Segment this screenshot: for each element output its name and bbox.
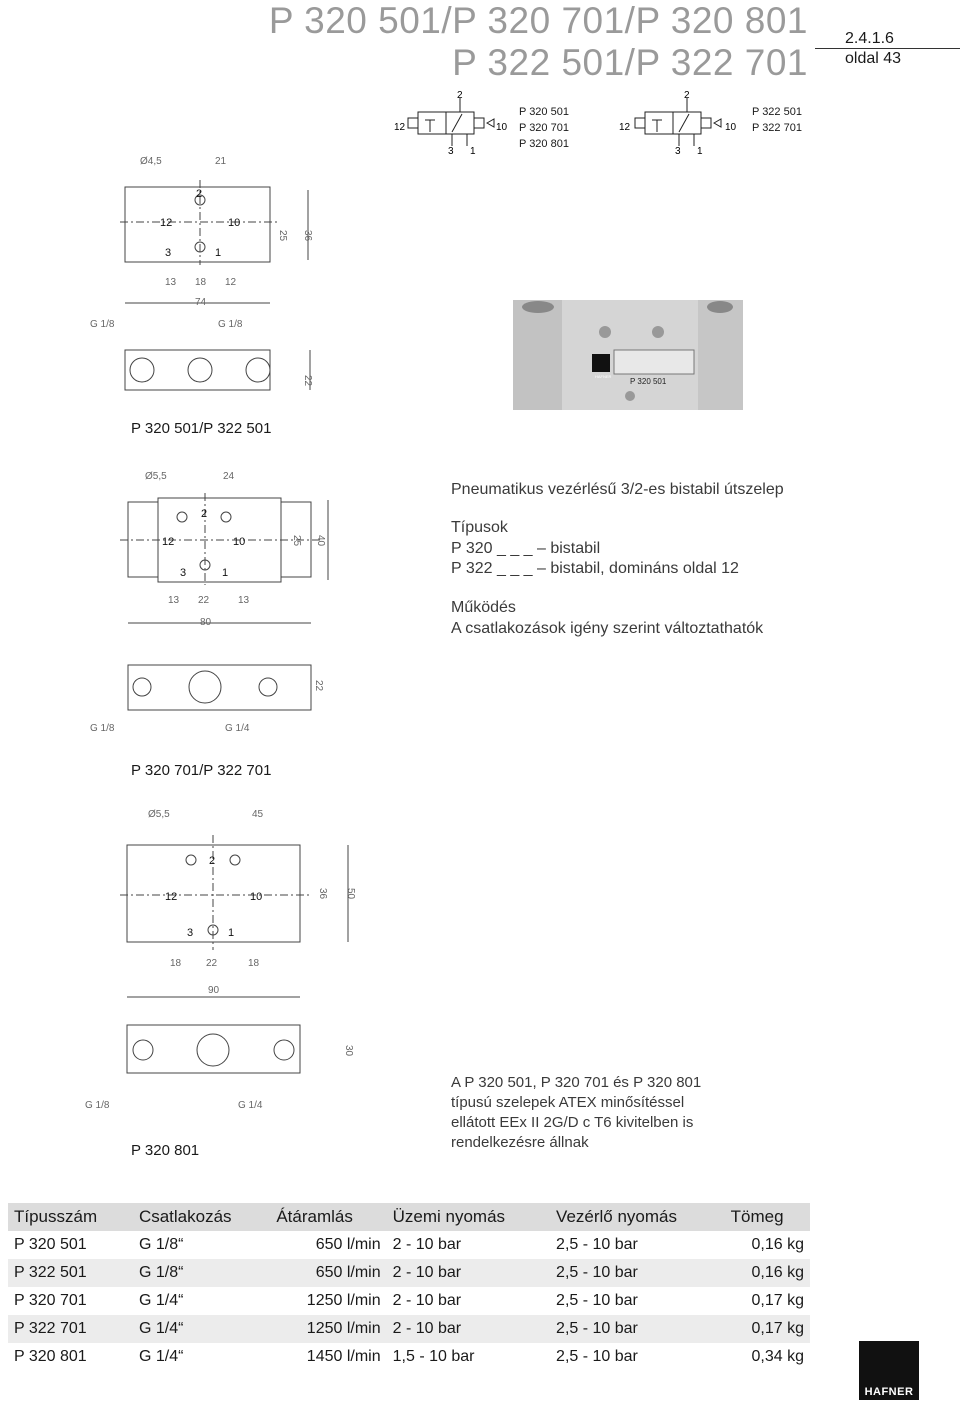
atex-line-3: ellátott EEx II 2G/D c T6 kivitelben is xyxy=(451,1114,694,1131)
table-row: P 322 701 G 1/4“ 1250 l/min 2 - 10 bar 2,5 - 10 bar 0,17 kg xyxy=(8,1315,810,1343)
port-label: G 1/8 xyxy=(218,319,243,330)
table-header-row xyxy=(8,1203,810,1231)
table-row: P 320 701 G 1/4“ 1250 l/min 2 - 10 bar 2,5 - 10 bar 0,17 kg xyxy=(14,1292,804,1309)
svg-text:24: 24 xyxy=(223,471,235,482)
symbol-left-models xyxy=(519,104,569,152)
svg-text:22: 22 xyxy=(313,680,324,692)
svg-text:50: 50 xyxy=(345,888,356,900)
valve-photo xyxy=(510,292,745,417)
logo-text: HAFNER xyxy=(864,1386,914,1398)
svg-text:40: 40 xyxy=(315,535,326,547)
operation-heading: Működés xyxy=(451,599,516,616)
model-label: P 320 801 xyxy=(519,138,569,150)
drawing-p320-501 xyxy=(80,150,340,410)
svg-text:22: 22 xyxy=(206,958,218,969)
svg-text:1: 1 xyxy=(228,927,235,939)
svg-text:G 1/8: G 1/8 xyxy=(85,1100,110,1111)
svg-text:12: 12 xyxy=(165,891,178,903)
atex-line-4: rendelkezésre állnak xyxy=(451,1134,589,1151)
sym-r-port-1: 1 xyxy=(697,146,703,155)
svg-text:12: 12 xyxy=(160,217,173,229)
svg-text:G 1/4: G 1/4 xyxy=(238,1100,263,1111)
types-heading: Típusok xyxy=(451,519,508,536)
valve-symbol-left xyxy=(390,90,520,155)
table-row: P 320 501 G 1/8“ 650 l/min 2 - 10 bar 2,5 - 10 bar 0,16 kg xyxy=(14,1236,804,1253)
svg-text:13: 13 xyxy=(168,595,180,606)
photo-label: P 320 501 xyxy=(630,377,667,386)
svg-text:10: 10 xyxy=(233,536,246,548)
svg-text:10: 10 xyxy=(250,891,263,903)
col-header: Vezérlő nyomás xyxy=(550,1203,725,1231)
svg-text:45: 45 xyxy=(252,809,264,820)
atex-note xyxy=(451,1073,701,1153)
svg-text:80: 80 xyxy=(200,617,212,628)
dim-text: 74 xyxy=(195,297,207,308)
sym-l-port-10: 10 xyxy=(496,122,508,133)
svg-text:G 1/8: G 1/8 xyxy=(90,723,115,734)
drawing-p320-701 xyxy=(80,465,350,740)
photo-brand: HAFNER xyxy=(595,374,612,379)
page-title xyxy=(228,0,808,84)
type-2: P 322 _ _ _ – bistabil, domináns oldal 12 xyxy=(451,560,739,577)
dim-text: 12 xyxy=(225,277,237,288)
title-line-1: P 320 501/P 320 701/P 320 801 xyxy=(268,0,808,41)
drawing-p320-801 xyxy=(80,800,370,1130)
svg-text:36: 36 xyxy=(317,888,328,900)
svg-text:22: 22 xyxy=(198,595,210,606)
svg-text:3: 3 xyxy=(165,247,172,259)
svg-text:18: 18 xyxy=(170,958,182,969)
spec-table xyxy=(8,1203,810,1371)
col-header: Csatlakozás xyxy=(133,1203,270,1231)
svg-text:25: 25 xyxy=(291,535,302,547)
sym-l-port-3: 3 xyxy=(448,146,454,155)
svg-text:90: 90 xyxy=(208,985,220,996)
sym-r-port-10: 10 xyxy=(725,122,737,133)
svg-text:G 1/4: G 1/4 xyxy=(225,723,250,734)
svg-text:3: 3 xyxy=(187,927,194,939)
model-label: P 320 701 xyxy=(519,122,569,134)
sym-l-port-2: 2 xyxy=(457,90,463,101)
atex-line-2: típusú szelepek ATEX minősítéssel xyxy=(451,1094,685,1111)
col-header: Típusszám xyxy=(8,1203,133,1231)
svg-text:2: 2 xyxy=(201,508,208,520)
dim-text: 13 xyxy=(165,277,177,288)
svg-text:1: 1 xyxy=(215,247,222,259)
table-row: P 320 801 G 1/4“ 1450 l/min 1,5 - 10 bar 2,5 - 10 bar 0,34 kg xyxy=(14,1348,804,1365)
model-label: P 320 501 xyxy=(519,106,569,118)
description-title: Pneumatikus vezérlésű 3/2-es bistabil útszelep xyxy=(451,481,784,498)
model-label: P 322 501 xyxy=(752,106,802,118)
operation-text: A csatlakozások igény szerint változtathatók xyxy=(451,620,764,637)
sym-l-port-1: 1 xyxy=(470,146,476,155)
col-header: Tömeg xyxy=(725,1203,810,1231)
svg-text:30: 30 xyxy=(343,1045,354,1057)
atex-line-1: A P 320 501, P 320 701 és P 320 801 xyxy=(451,1074,702,1091)
sym-r-port-3: 3 xyxy=(675,146,681,155)
dim-text: 25 xyxy=(277,230,288,242)
page-number: oldal 43 xyxy=(845,50,902,67)
dim-text: 18 xyxy=(195,277,207,288)
dim-text: 36 xyxy=(302,230,313,242)
model-label: P 322 701 xyxy=(752,122,802,134)
valve-symbol-right xyxy=(615,90,750,155)
svg-text:Ø5,5: Ø5,5 xyxy=(148,809,170,820)
port-label: G 1/8 xyxy=(90,319,115,330)
caption-p320-801: P 320 801 xyxy=(131,1142,200,1159)
svg-text:12: 12 xyxy=(162,536,175,548)
svg-text:2: 2 xyxy=(196,188,203,200)
hafner-logo xyxy=(859,1341,919,1400)
header-divider xyxy=(815,48,960,49)
type-1: P 320 _ _ _ – bistabil xyxy=(451,540,601,557)
sym-l-port-12: 12 xyxy=(394,122,406,133)
caption-p320-501: P 320 501/P 322 501 xyxy=(131,420,272,437)
svg-text:Ø5,5: Ø5,5 xyxy=(145,471,167,482)
caption-p320-701: P 320 701/P 322 701 xyxy=(131,762,272,779)
sym-r-port-2: 2 xyxy=(684,90,690,101)
svg-text:13: 13 xyxy=(238,595,250,606)
svg-text:18: 18 xyxy=(248,958,260,969)
dim-text: Ø4,5 xyxy=(140,156,162,167)
section-number: 2.4.1.6 xyxy=(845,30,894,47)
svg-text:10: 10 xyxy=(228,217,241,229)
symbol-right-models xyxy=(752,104,802,136)
sym-r-port-12: 12 xyxy=(619,122,631,133)
svg-text:3: 3 xyxy=(180,567,187,579)
col-header: Átáramlás xyxy=(270,1203,386,1231)
title-line-2: P 322 501/P 322 701 xyxy=(452,42,808,83)
dim-text: 21 xyxy=(215,156,227,167)
col-header: Üzemi nyomás xyxy=(387,1203,550,1231)
svg-text:2: 2 xyxy=(209,855,216,867)
table-row: P 322 501 G 1/8“ 650 l/min 2 - 10 bar 2,5 - 10 bar 0,16 kg xyxy=(8,1259,810,1287)
svg-text:1: 1 xyxy=(222,567,229,579)
dim-text: 22 xyxy=(302,375,313,387)
